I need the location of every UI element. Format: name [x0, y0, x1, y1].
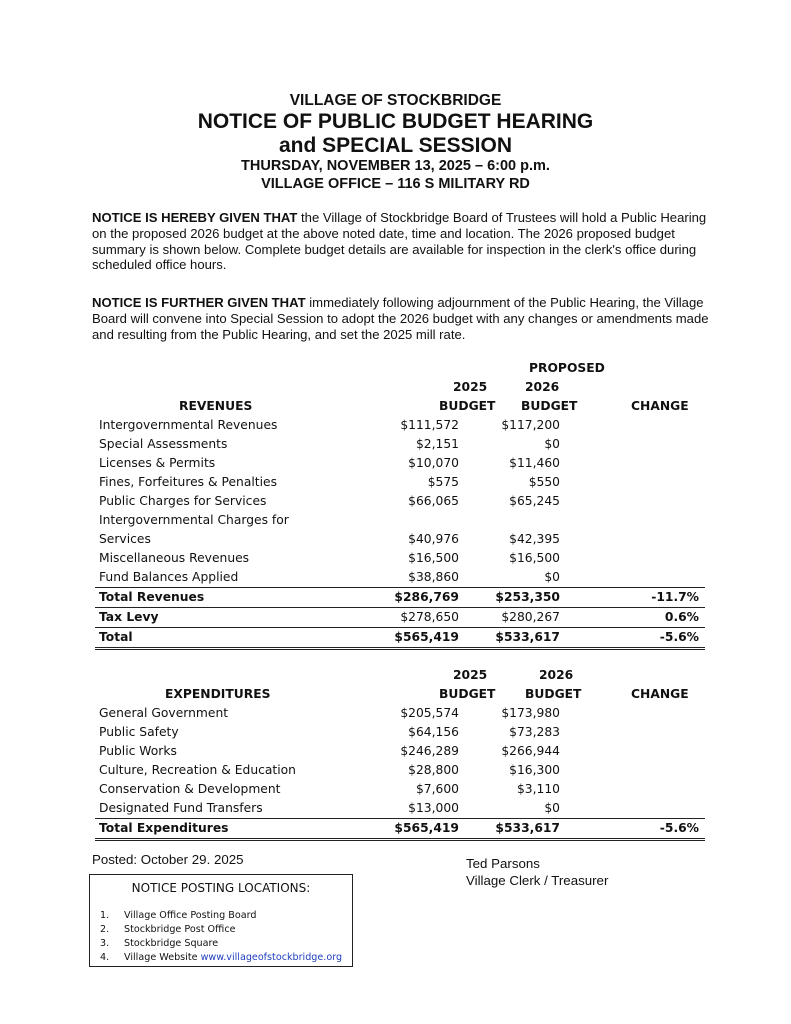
row-label: Fines, Forfeitures & Penalties	[99, 475, 277, 489]
expenditure-row	[95, 742, 705, 761]
header-revenues: REVENUES	[179, 399, 253, 413]
budget-2026: $0	[544, 437, 560, 451]
row-label: Licenses & Permits	[99, 456, 216, 470]
change-percent: -5.6%	[659, 630, 699, 644]
budget-2025: $16,500	[408, 551, 459, 565]
header-expenditures: EXPENDITURES	[165, 687, 271, 701]
budget-2025: $66,065	[408, 494, 459, 508]
item-number: 2.	[100, 924, 110, 935]
header-year-2025: 2025	[453, 668, 488, 682]
row-label: Public Works	[99, 744, 177, 758]
item-number: 3.	[100, 938, 110, 949]
revenue-row	[95, 473, 705, 492]
budget-2026: $42,395	[509, 532, 560, 546]
expenditure-row	[95, 704, 705, 723]
item-text: Stockbridge Square	[124, 938, 219, 949]
header-year-2026: 2026	[525, 380, 560, 394]
row-label: Intergovernmental Charges for	[99, 513, 289, 527]
expenditure-row	[95, 761, 705, 780]
budget-2026: $0	[544, 570, 560, 584]
change-percent: -5.6%	[659, 821, 699, 835]
budget-2026: $253,350	[495, 590, 560, 604]
budget-2025: $40,976	[408, 532, 459, 546]
budget-2026: $16,300	[509, 763, 560, 777]
item-number: 4.	[100, 952, 110, 963]
budget-2026: $73,283	[509, 725, 560, 739]
row-label: Designated Fund Transfers	[99, 801, 263, 815]
posted-date: Posted: October 29. 2025	[92, 852, 244, 867]
budget-2026: $16,500	[509, 551, 560, 565]
row-label: Conservation & Development	[99, 782, 281, 796]
header-change: CHANGE	[631, 687, 689, 701]
budget-2025: $286,769	[394, 590, 459, 604]
item-text-label: Village Website	[124, 952, 201, 963]
signer-title: Village Clerk / Treasurer	[466, 872, 609, 888]
revenue-row	[95, 530, 705, 549]
budget-2026: $3,110	[516, 782, 560, 796]
expenditure-row	[95, 723, 705, 742]
budget-2025: $13,000	[408, 801, 459, 815]
header-budget-2026: BUDGET	[525, 687, 582, 701]
row-label: Special Assessments	[99, 437, 228, 451]
budget-2026: $550	[528, 475, 560, 489]
signer-name: Ted Parsons	[466, 856, 540, 871]
revenue-row	[95, 435, 705, 454]
posting-locations-title: NOTICE POSTING LOCATIONS:	[131, 881, 311, 895]
budget-2025: $246,289	[400, 744, 459, 758]
notice-subtitle: and SPECIAL SESSION	[279, 134, 512, 157]
budget-2026: $280,267	[501, 610, 560, 624]
signature-block	[466, 856, 608, 889]
budget-2026: $11,460	[509, 456, 560, 470]
row-label: General Government	[99, 706, 229, 720]
notice-paragraph-further	[92, 295, 712, 342]
header-year-2026: 2026	[539, 668, 574, 682]
expenditures-header-row-2	[95, 685, 705, 704]
revenue-row	[95, 416, 705, 435]
budget-2026: $173,980	[501, 706, 560, 720]
revenue-row	[95, 492, 705, 511]
website-link[interactable]: www.villageofstockbridge.org	[200, 952, 343, 963]
budget-2025: $2,151	[415, 437, 459, 451]
expenditure-row	[95, 780, 705, 799]
notice-body-further: immediately following adjournment of the Public Hearing, the Village Board will convene into Special Session to adopt the 2026 budget with any changes or amendments made and resulting from the Public Hearing, and set the 2025 mill rate.	[92, 295, 709, 342]
budget-2025: $111,572	[400, 418, 459, 432]
notice-lead-hereby: NOTICE IS HEREBY GIVEN THAT	[92, 210, 298, 225]
notice-paragraph-hereby	[92, 210, 712, 273]
grand-total-row	[95, 627, 705, 650]
budget-2025: $565,419	[394, 630, 459, 644]
notice-body-hereby: the Village of Stockbridge Board of Trustees will hold a Public Hearing on the proposed 2026 budget at the above noted date, time and location. The 2026 proposed budget summary is shown below. Complete budget details are available for inspection in the clerk's office during scheduled office hours.	[92, 210, 707, 273]
revenues-table	[95, 359, 705, 650]
revenues-header-row-2	[95, 378, 705, 397]
budget-2025: $575	[427, 475, 459, 489]
row-label: Culture, Recreation & Education	[99, 763, 296, 777]
expenditures-header-row-1	[95, 666, 705, 685]
row-label: Public Safety	[99, 725, 179, 739]
revenues-header-row-1	[95, 359, 705, 378]
revenue-row	[95, 549, 705, 568]
budget-2026: $117,200	[501, 418, 560, 432]
budget-2026: $65,245	[509, 494, 560, 508]
header-change: CHANGE	[631, 399, 689, 413]
budget-2025: $28,800	[408, 763, 459, 777]
row-label: Fund Balances Applied	[99, 570, 239, 584]
revenue-row	[95, 511, 705, 530]
row-label: Total Expenditures	[99, 821, 229, 835]
change-percent: -11.7%	[651, 590, 699, 604]
tax-levy-row	[95, 607, 705, 627]
budget-2025: $278,650	[400, 610, 459, 624]
header-year-2025: 2025	[453, 380, 488, 394]
row-label: Total	[99, 630, 133, 644]
village-name: VILLAGE OF STOCKBRIDGE	[289, 92, 502, 109]
budget-2026: $266,944	[501, 744, 560, 758]
revenue-row	[95, 568, 705, 587]
item-text: Stockbridge Post Office	[124, 924, 236, 935]
row-label: Total Revenues	[99, 590, 205, 604]
item-text: Village Office Posting Board	[124, 910, 257, 921]
header-budget-2026: BUDGET	[521, 399, 578, 413]
total-expenditures-row	[95, 818, 705, 841]
expenditures-table	[95, 666, 705, 841]
change-percent: 0.6%	[664, 610, 699, 624]
budget-2025: $38,860	[408, 570, 459, 584]
budget-2025: $7,600	[415, 782, 459, 796]
revenue-row	[95, 454, 705, 473]
notice-lead-further: NOTICE IS FURTHER GIVEN THAT	[92, 295, 306, 310]
item-text	[124, 951, 342, 965]
revenues-header-row-3	[95, 397, 705, 416]
budget-2025: $565,419	[394, 821, 459, 835]
total-revenues-row	[95, 587, 705, 607]
row-label: Tax Levy	[99, 610, 159, 624]
hearing-date-time: THURSDAY, NOVEMBER 13, 2025 – 6:00 p.m.	[241, 158, 550, 174]
budget-2025: $205,574	[400, 706, 459, 720]
row-label: Miscellaneous Revenues	[99, 551, 250, 565]
row-label: Services	[99, 532, 151, 546]
item-number: 1.	[100, 910, 110, 921]
header-budget-2025: BUDGET	[439, 687, 496, 701]
notice-title: NOTICE OF PUBLIC BUDGET HEARING	[197, 110, 594, 133]
header-proposed: PROPOSED	[529, 361, 605, 375]
budget-2026: $0	[544, 801, 560, 815]
hearing-location: VILLAGE OFFICE – 116 S MILITARY RD	[261, 176, 530, 192]
row-label: Intergovernmental Revenues	[99, 418, 278, 432]
budget-2026: $533,617	[495, 630, 560, 644]
posting-locations-box	[89, 874, 353, 967]
budget-2025: $10,070	[408, 456, 459, 470]
header-budget-2025: BUDGET	[439, 399, 496, 413]
row-label: Public Charges for Services	[99, 494, 267, 508]
expenditure-row	[95, 799, 705, 818]
budget-2026: $533,617	[495, 821, 560, 835]
budget-2025: $64,156	[408, 725, 459, 739]
